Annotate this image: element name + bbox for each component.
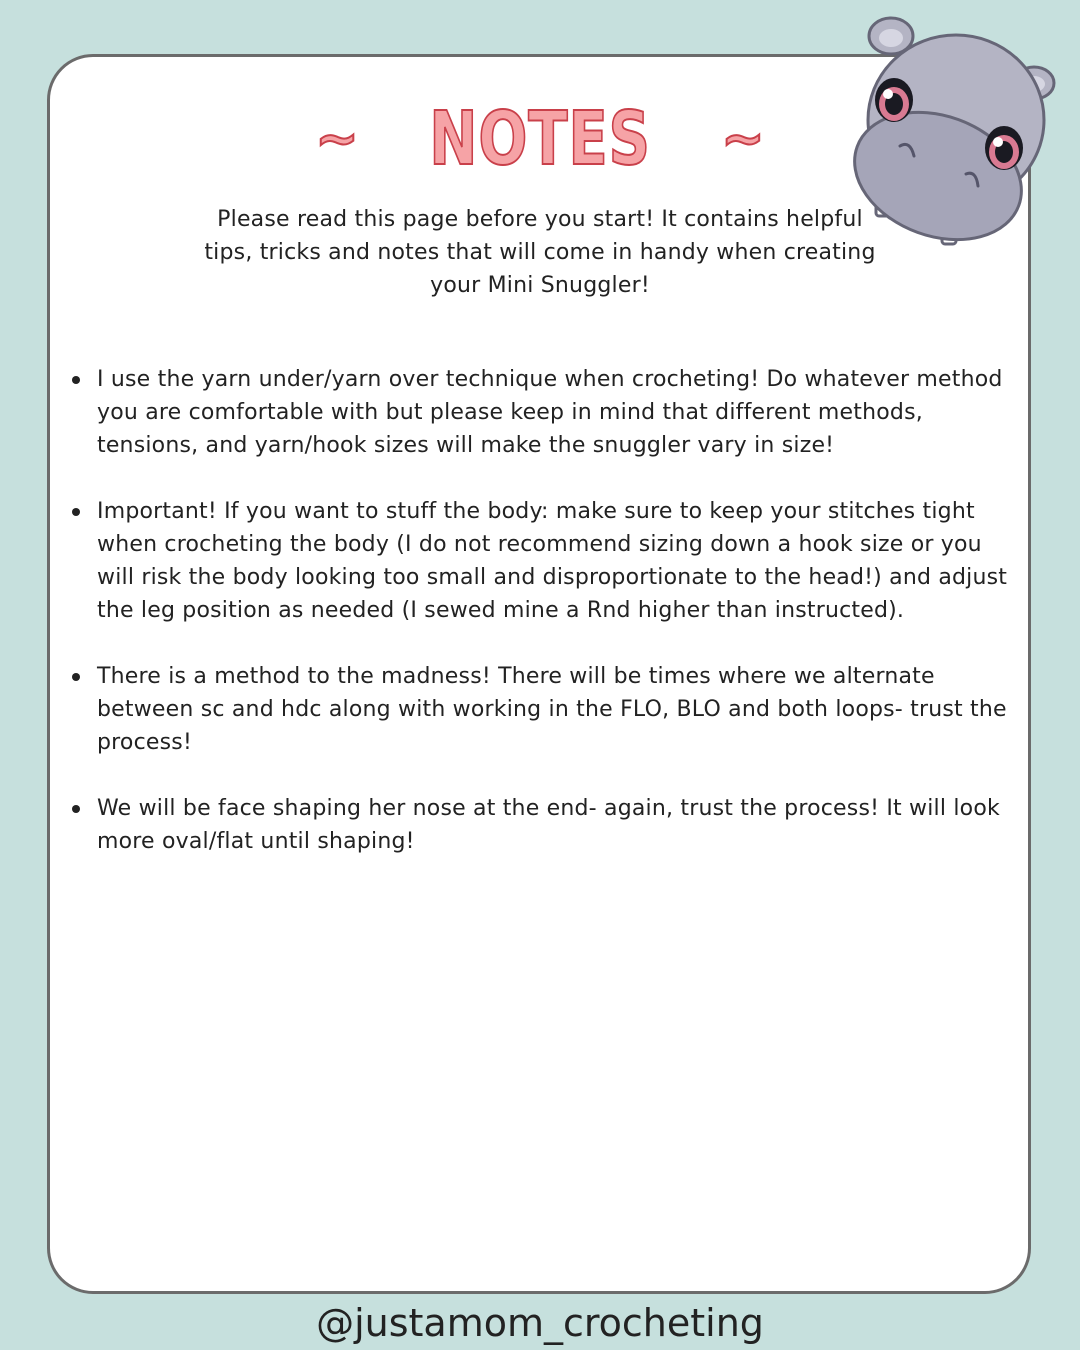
note-item <box>70 660 1020 759</box>
note-text: There is a method to the madness! There will be times where we alternate between sc and hdc along with working in the FLO, BLO and both loops- trust the process! <box>97 664 1007 755</box>
note-item <box>70 792 1020 858</box>
bullet-icon <box>72 673 80 681</box>
page-title: NOTES <box>429 96 651 182</box>
note-item <box>70 495 1020 627</box>
notes-list <box>70 363 1020 891</box>
bullet-icon <box>72 508 80 516</box>
title-tilde-left: ~ <box>315 109 359 169</box>
note-text: I use the yarn under/yarn over technique when crocheting! Do whatever method you are comfortable with but please keep in mind that different methods, tensions, and yarn/hook sizes will make the snuggler vary in size! <box>97 367 1003 458</box>
intro-text: Please read this page before you start! It contains helpful tips, tricks and notes that will come in handy when creating your Mini Snuggler! <box>204 207 876 298</box>
note-text: We will be face shaping her nose at the end- again, trust the process! It will look more oval/flat until shaping! <box>97 796 1000 854</box>
social-handle: @justamom_crocheting <box>316 1301 764 1345</box>
title-tilde-right: ~ <box>721 109 765 169</box>
hippo-head-icon <box>846 8 1058 248</box>
bullet-icon <box>72 376 80 384</box>
note-item <box>70 363 1020 462</box>
note-text: Important! If you want to stuff the body: make sure to keep your stitches tight when crocheting the body (I do not recommend sizing down a hook size or you will risk the body looking too small and disproportionate to the head!) and adjust the leg position as needed (I sewed mine a Rnd higher than instructed). <box>97 499 1008 623</box>
bullet-icon <box>72 805 80 813</box>
